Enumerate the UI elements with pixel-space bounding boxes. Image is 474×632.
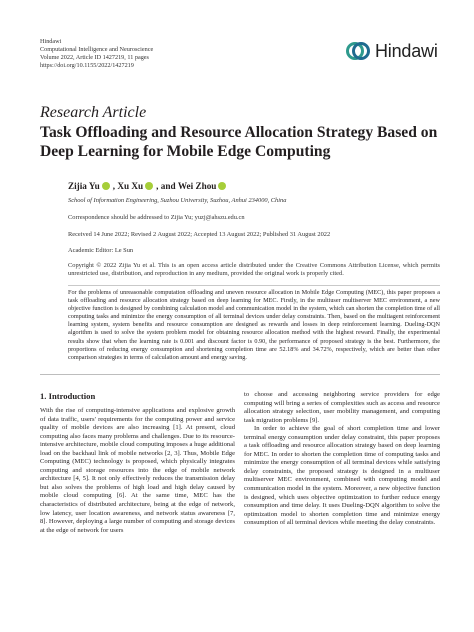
article-title: Task Offloading and Resource Allocation Strategy Based on Deep Learning for Mobile Edge Computing — [40, 124, 438, 160]
body-paragraph: With the rise of computing-intensive applications and explosive growth of data traffic, users' requirements for the computing power and service quality of mobile devices are also increasing [1]. At present, cloud computing also faces many problems and challenges. Due to its resource-intensive architecture, mobile cloud computing imposes a huge additional load on the backhaul link of mobile networks [2, 3]. Thus, Mobile Edge Computing (MEC) technology is proposed, which physically integrates computing and storage resources into the edge of mobile network architecture [4, 5]. It not only effectively reduces the transmission delay but also solves the problems of high load and high delay caused by mobile cloud computing [6]. At the same time, MEC has the characteristics of distributed architecture, being at the edge of network, low latency, user location awareness, and network status awareness [7, 8]. However, deploying a large number of computing and storage devices at the edge of network for users — [40, 407, 235, 534]
academic-editor: Academic Editor: Le Sun — [68, 247, 134, 254]
journal-publisher: Hindawi — [40, 38, 62, 45]
body-paragraph: to choose and accessing neighboring service providers for edge computing will bring a series of complexities such as access and resource allocation strategy selection, user mobility management, and computing task migration problems [9]. — [244, 391, 440, 424]
orcid-icon[interactable] — [145, 182, 153, 190]
hindawi-logo — [345, 36, 438, 66]
author-name[interactable]: Xu Xu — [117, 181, 144, 191]
logo-text: Hindawi — [375, 40, 438, 61]
left-column — [40, 407, 235, 535]
author-separator: , and — [156, 181, 178, 191]
hindawi-rings-icon — [345, 38, 371, 64]
section-divider — [40, 374, 440, 375]
journal-name: Computational Intelligence and Neuroscience — [40, 46, 154, 53]
author-list — [68, 181, 229, 191]
journal-info — [40, 38, 153, 70]
article-type: Research Article — [40, 104, 147, 121]
section-heading: 1. Introduction — [40, 391, 96, 401]
orcid-icon[interactable] — [218, 182, 226, 190]
correspondence: Correspondence should be addressed to Zijia Yu; yuzj@ahszu.edu.cn — [68, 214, 245, 221]
journal-doi[interactable]: https://doi.org/10.1155/2022/1427219 — [40, 62, 134, 69]
author-name[interactable]: Wei Zhou — [177, 181, 217, 191]
author-name[interactable]: Zijia Yu — [68, 181, 100, 191]
body-paragraph: In order to achieve the goal of short completion time and lower terminal energy consumption under delay constraint, this paper proposes a task offloading and resource allocation strategy based on deep learning for MEC. In order to shorten the completion time of computing tasks and minimize the energy consumption of all terminal devices while satisfying delay constraints, the proposed strategy is designed in a multiuser multiserver MEC environment, combined with computing model and communication model in the system. Moreover, a new objective function is designed, which uses objective optimization to further reduce energy consumption and time delay. It uses Dueling-DQN algorithm to solve the optimization model to shorten completion time and minimize energy consumption of all terminal devices while meeting the delay constraints. — [244, 425, 440, 527]
journal-volume: Volume 2022, Article ID 1427219, 11 pages — [40, 54, 149, 61]
orcid-icon[interactable] — [102, 182, 110, 190]
abstract: For the problems of unreasonable computation offloading and uneven resource allocation in Mobile Edge Computing (MEC), this paper proposes a task offloading and resource allocation strategy based on deep learning for MEC. Firstly, in the multiuser multiserver MEC environment, a new objective function is designed by combining calculation model and communication model in the system, which can shorten the completion time of all computing tasks and minimize the energy consumption of all terminal devices under delay constraints. Then, based on the multiagent reinforcement learning system, system benefits and resource consumption are designed as rewards and losses in deep reinforcement learning. Dueling-DQN algorithm is used to solve the system problem model for obtaining resource allocation method with the highest reward. Finally, the experimental results show that when the learning rate is 0.001 and discount factor is 0.90, the performance of proposed strategy is the best. Furthermore, the proportions of reducing energy consumption and shortening completion time are 52.18% and 34.72%, respectively, which are better than other comparison strategies in terms of calculation amount and energy saving. — [68, 285, 440, 367]
copyright-notice: Copyright © 2022 Zijia Yu et al. This is an open access article distributed under the Creative Commons Attribution License, which permits unrestricted use, distribution, and reproduction in any medium, provided the original work is properly cited. — [68, 262, 440, 278]
author-separator: , — [112, 181, 118, 191]
affiliation: School of Information Engineering, Suzhou University, Suzhou, Anhui 234000, China — [68, 197, 287, 204]
right-column — [244, 391, 440, 528]
publication-dates: Received 14 June 2022; Revised 2 August 2022; Accepted 13 August 2022; Published 31 August 2022 — [68, 231, 331, 238]
